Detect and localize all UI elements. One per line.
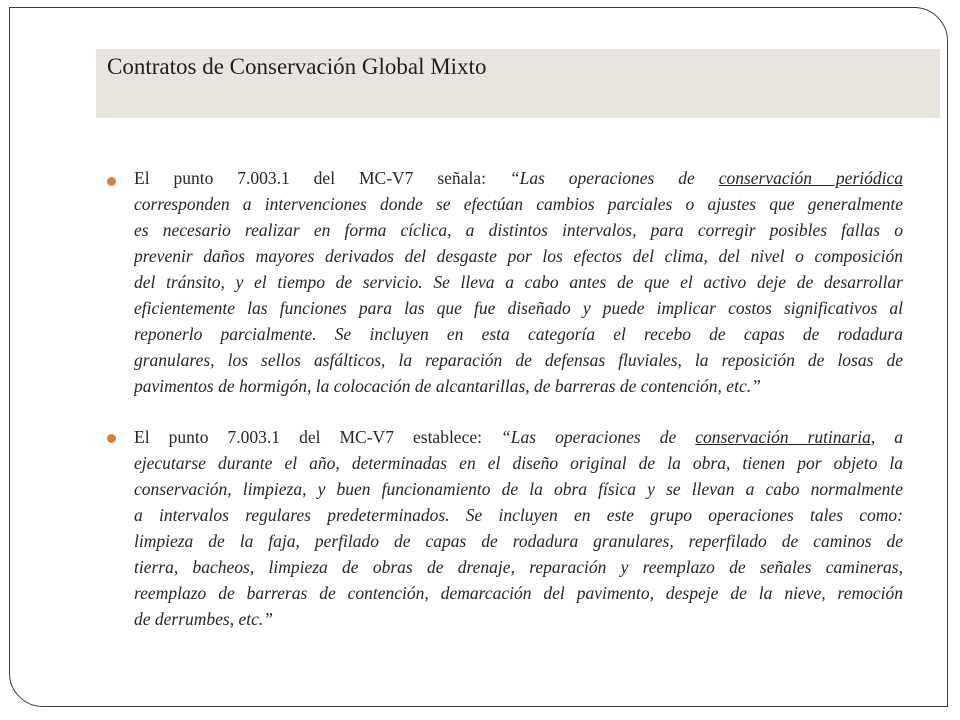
text-run: conservación, limpieza, y buen funcionamiento de la obra física y se llevan a cabo normalmente xyxy=(134,479,903,499)
text-run: del tránsito, y el tiempo de servicio. Se lleva a cabo antes de que el activo deje de desarrollar xyxy=(134,272,903,292)
text-run: reponerlo parcialmente. Se incluyen en esta categoría el recebo de capas de rodadura xyxy=(134,324,903,344)
text-run: El punto 7.003.1 del MC-V7 establece: xyxy=(134,427,502,447)
text-run: limpieza de la faja, perfilado de capas de rodadura granulares, reperfilado de caminos de xyxy=(134,531,903,551)
text-line xyxy=(134,476,903,502)
text-line xyxy=(134,450,903,476)
text-line xyxy=(134,295,903,321)
slide-title: Contratos de Conservación Global Mixto xyxy=(107,54,487,79)
text-line xyxy=(134,373,903,399)
paragraph-conservacion-periodica xyxy=(134,165,903,399)
title-band xyxy=(96,49,940,118)
bullet-marker xyxy=(107,434,116,443)
text-run: pavimentos de hormigón, la colocación de alcantarillas, de barreras de contención, etc.” xyxy=(134,376,761,396)
paragraph-conservacion-rutinaria xyxy=(134,424,903,632)
text-run: eficientemente las funciones para las que fue diseñado y puede implicar costos significativos al xyxy=(134,298,903,318)
text-line xyxy=(134,321,903,347)
text-run: granulares, los sellos asfálticos, la reparación de defensas fluviales, la reposición de losas de xyxy=(134,350,903,370)
text-run: reemplazo de barreras de contención, demarcación del pavimento, despeje de la nieve, remoción xyxy=(134,583,903,603)
text-run: es necesario realizar en forma cíclica, a distintos intervalos, para corregir posibles fallas o xyxy=(134,220,903,240)
text-line xyxy=(134,554,903,580)
text-run: “Las operaciones de xyxy=(501,427,696,447)
text-run: prevenir daños mayores derivados del desgaste por los efectos del clima, del nivel o composición xyxy=(134,246,903,266)
text-line xyxy=(134,191,903,217)
text-run: de derrumbes, etc.” xyxy=(134,609,274,629)
text-line xyxy=(134,243,903,269)
text-line xyxy=(134,580,903,606)
text-line xyxy=(134,269,903,295)
text-run: El punto 7.003.1 del MC-V7 señala: xyxy=(134,168,510,188)
text-run: a intervalos regulares predeterminados. Se incluyen en este grupo operaciones tales como: xyxy=(134,505,903,525)
text-line xyxy=(134,606,903,632)
text-line xyxy=(134,528,903,554)
underlined-term: conservación periódica xyxy=(718,168,903,188)
text-line xyxy=(134,347,903,373)
text-run: , a xyxy=(870,427,903,447)
text-run: ejecutarse durante el año, determinadas en el diseño original de la obra, tienen por objeto la xyxy=(134,453,903,473)
text-line xyxy=(134,217,903,243)
text-run: corresponden a intervenciones donde se efectúan cambios parciales o ajustes que generalmente xyxy=(134,194,903,214)
text-line xyxy=(134,502,903,528)
underlined-term: conservación rutinaria xyxy=(695,427,871,447)
text-run: tierra, bacheos, limpieza de obras de drenaje, reparación y reemplazo de señales camineras, xyxy=(134,557,903,577)
text-line xyxy=(134,165,903,191)
text-run: “Las operaciones de xyxy=(509,168,719,188)
text-line xyxy=(134,424,903,450)
bullet-marker xyxy=(107,177,116,186)
